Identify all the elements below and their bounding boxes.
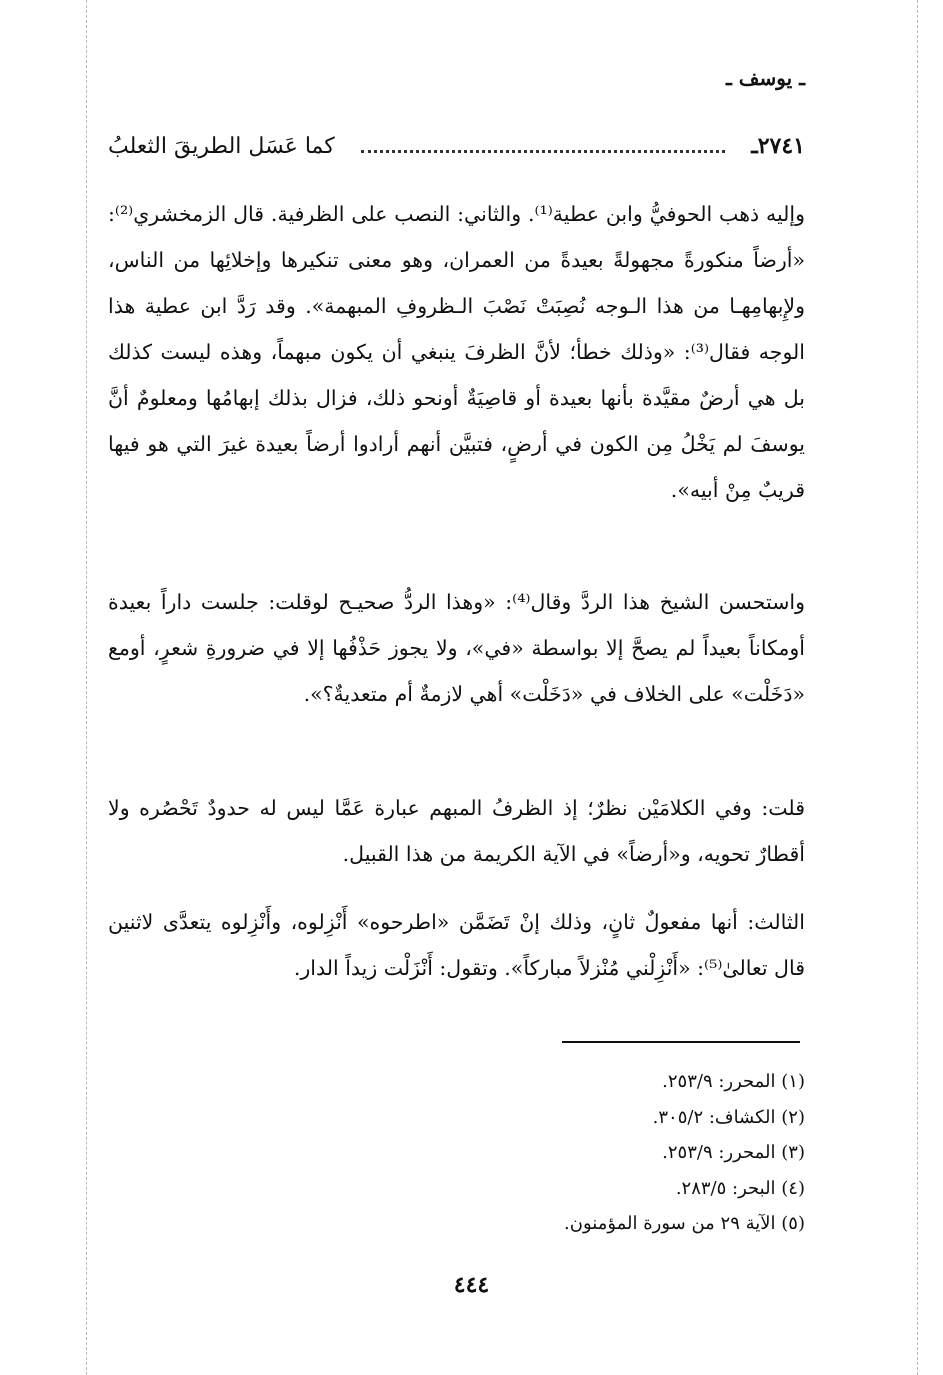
- paragraph: قلت: وفي الكلامَيْن نظرٌ؛ إذ الظرفُ المبهم عبارة عَمَّا ليس له حدودٌ تَحْصُره ولا أقطارٌ تحويه، و«أرضاً» في الآية الكريمة من هذا القبيل.: [108, 796, 805, 866]
- footnote-list: [305, 1064, 805, 1242]
- footnote: (١) المحرر: ٢٥٣/٩.: [662, 1071, 805, 1092]
- footnote: (٣) المحرر: ٢٥٣/٩.: [662, 1142, 805, 1163]
- footnote: (٢) الكشاف: ٣٠٥/٢.: [652, 1106, 805, 1128]
- verse-number: ٢٧٤١ـ: [751, 133, 805, 159]
- verse-header: [108, 126, 805, 166]
- verse-text: كما عَسَل الطريقَ الثعلبُ: [108, 133, 335, 159]
- paragraph: الثالث: أنها مفعولٌ ثانٍ، وذلك إنْ تَضَمَّن «اطرحوه» أَنْزِلوه، وأَنْزِلوه يتعدَّى لاثنين قال تعالىٰ⁽⁵⁾: «أَنْزِلْني مُنْزلاً مباركاً». وتقول: أَنْزَلْت زيداً الدار.: [108, 910, 805, 980]
- leader-dots: [361, 150, 726, 153]
- running-head: ـ يوسف ـ: [725, 66, 805, 90]
- footnote: (٥) الآية ٢٩ من سورة المؤمنون.: [564, 1213, 805, 1234]
- right-margin-guide: [917, 0, 918, 1375]
- footnote-divider: [562, 1041, 800, 1043]
- page-number: ٤٤٤: [453, 1272, 490, 1298]
- paragraph: واستحسن الشيخ هذا الردَّ وقال⁽⁴⁾: «وهذا الردُّ صحيـح لوقلت: جلست داراً بعيدة أومكاناً بعيداً لم يصحَّ إلا بواسطة «في»، ولا يجوز حَذْفُها إلا في ضرورةِ شعرٍ، أومع «دَخَلْت» على الخلاف في «دَخَلْت» أهي لازمةٌ أم متعديةٌ؟».: [108, 590, 805, 706]
- left-margin-guide: [86, 0, 87, 1375]
- paragraph: وإليه ذهب الحوفيُّ وابن عطية⁽¹⁾. والثاني: النصب على الظرفية. قال الزمخشري⁽²⁾: «أرضاً منكورةً مجهولةً بعيدةً من العمران، وهو معنى تنكيرها وإخلائِها من الناس، ولإِبهامِهـا من هذا الـوجه نُصِبَتْ نَصْبَ الـظروفِ المبهمة». وقد رَدَّ ابن عطية هذا الوجه فقال⁽³⁾: «وذلك خطأ؛ لأنَّ الظرفَ ينبغي أن يكون مبهماً، وهذه ليست كذلك بل هي أرضٌ مقيَّدة بأنها بعيدة أو قاصِيَةٌ أونحو ذلك، فزال بذلك إبهامُها ومعلومٌ أنَّ يوسفَ لم يَخْلُ مِن الكون في أرضٍ، فتبيَّن أنهم أرادوا أرضاً بعيدة غيرَ التي هو فيها قريبٌ مِنْ أبيه».: [108, 202, 805, 502]
- footnote: (٤) البحر: ٢٨٣/٥.: [675, 1177, 805, 1199]
